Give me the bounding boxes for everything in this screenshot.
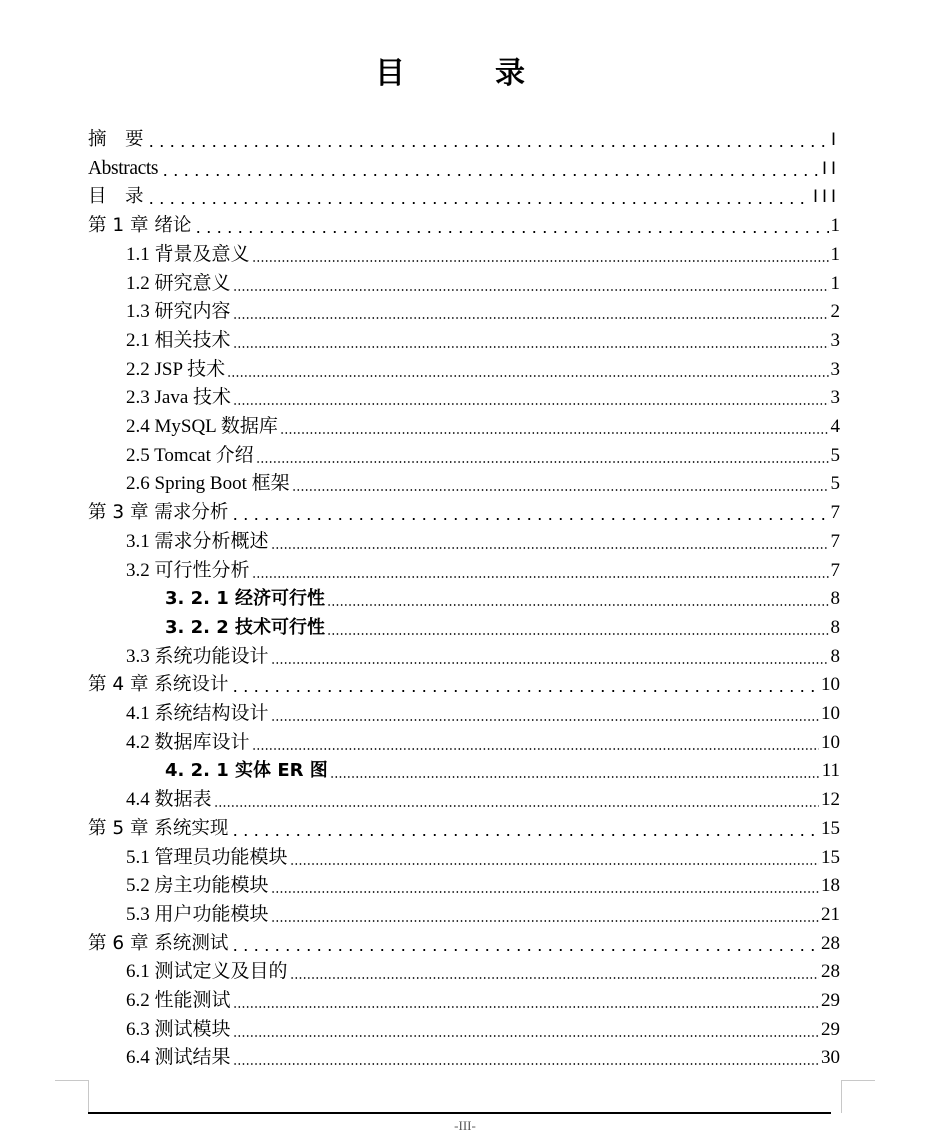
toc-entry-6-1[interactable] [126, 957, 840, 985]
toc-entry-page: II [821, 158, 840, 179]
toc-entry-page: 3 [830, 329, 840, 351]
dot-leader [330, 758, 820, 784]
toc-entry-label: 2.2 JSP 技术 [126, 358, 226, 380]
toc-entry-3-3[interactable] [126, 642, 840, 670]
toc-entry-page: 7 [830, 559, 840, 581]
toc-entry-label: 5.1 管理员功能模块 [126, 846, 288, 868]
toc-entry-page: 15 [821, 817, 840, 839]
dot-leader [252, 730, 819, 756]
dot-leader [233, 988, 819, 1014]
toc-entry-2-3[interactable] [126, 383, 840, 411]
toc-entry-label: 3.2 可行性分析 [126, 559, 250, 581]
toc-entry-5-2[interactable] [126, 871, 840, 899]
toc-entry-page: 12 [821, 789, 840, 811]
dot-leader [327, 586, 828, 612]
toc-entry-page: 28 [821, 961, 840, 983]
dot-leader [252, 558, 829, 584]
toc-entry-label: 2.5 Tomcat 介绍 [126, 444, 254, 466]
toc-entry-4-1[interactable] [126, 699, 840, 727]
toc-entry-label: 2.6 Spring Boot 框架 [126, 473, 290, 495]
toc-entry-page: 8 [830, 588, 840, 610]
toc-entry-page: 10 [821, 674, 840, 696]
toc-entry-label: 3.1 需求分析概述 [126, 530, 269, 552]
dot-leader [214, 787, 819, 813]
toc-entry-2-1[interactable] [126, 326, 840, 354]
dot-leader [227, 357, 828, 383]
dot-leader [280, 414, 829, 440]
footer-page-number: -III- [454, 1118, 476, 1133]
toc-entry-page: 15 [821, 846, 840, 868]
page-title: 目 录 [375, 56, 555, 91]
footer-rule [88, 1112, 831, 1114]
dot-leader [290, 959, 819, 985]
toc-entry-page: 29 [821, 1018, 840, 1040]
toc-entry-contents[interactable] [88, 182, 840, 210]
toc-entry-page: 11 [821, 760, 840, 782]
toc-entry-label: 6.3 测试模块 [126, 1018, 231, 1040]
dot-leader [252, 242, 829, 268]
toc-entry-page: 18 [821, 875, 840, 897]
toc-entry-page: 3 [830, 387, 840, 409]
toc-entry-6-4[interactable] [126, 1043, 840, 1071]
toc-entry-label: 第 3 章 需求分析 [88, 502, 229, 524]
toc-entry-page: 1 [830, 243, 840, 265]
toc-entry-page: 21 [821, 903, 840, 925]
toc-entry-label: 第 5 章 系统实现 [88, 817, 229, 839]
toc-entry-page: 30 [821, 1047, 840, 1069]
toc-entry-label: 6.2 性能测试 [126, 990, 231, 1011]
toc-entry-label: 2.4 MySQL 数据库 [126, 416, 278, 437]
toc-entry-page: 7 [830, 530, 840, 552]
toc-entry-label: 3. 2. 2 技术可行性 [165, 616, 326, 638]
dot-leader [271, 873, 819, 899]
toc-entry-label: 5.2 房主功能模块 [126, 875, 269, 897]
dot-leader [230, 672, 819, 698]
toc-entry-page: 3 [830, 358, 840, 380]
dot-leader [233, 271, 829, 297]
toc-entry-2-6[interactable] [126, 469, 840, 497]
toc-entry-label: 第 4 章 系统设计 [88, 674, 229, 696]
dot-leader [230, 931, 819, 957]
toc-entry-3-2[interactable] [126, 556, 840, 584]
toc-entry-label: 2.1 相关技术 [126, 329, 231, 351]
toc-entry-page: 10 [821, 703, 840, 724]
toc-entry-1-3[interactable] [126, 297, 840, 325]
toc-entry-6-2[interactable] [126, 986, 840, 1014]
dot-leader [160, 156, 820, 182]
toc-entry-3-2-2[interactable] [165, 613, 840, 641]
toc-entry-page: 5 [830, 473, 840, 495]
toc-entry-label: 4. 2. 1 实体 ER 图 [165, 760, 328, 782]
page-corner-mark-right [841, 1080, 875, 1113]
toc-entry-label: 4.1 系统结构设计 [126, 703, 269, 724]
toc-entry-page: 2 [830, 301, 840, 323]
toc-entry-4-4[interactable] [126, 785, 840, 813]
toc-entry-page: 8 [830, 616, 840, 638]
toc-entry-abstract-cn[interactable] [88, 125, 840, 153]
toc-entry-page: 7 [830, 502, 840, 524]
toc-entry-label: 摘 要 [88, 129, 144, 150]
dot-leader [271, 902, 819, 928]
page-corner-mark-left [55, 1080, 89, 1113]
toc-entry-page: 8 [830, 645, 840, 667]
dot-leader [230, 816, 819, 842]
toc-entry-page: 4 [830, 416, 840, 437]
toc-entry-label: Abstracts [88, 157, 159, 179]
dot-leader [233, 328, 829, 354]
toc-entry-chapter-5[interactable] [88, 814, 840, 842]
toc-entry-label: 4.2 数据库设计 [126, 731, 250, 753]
toc-entry-1-2[interactable] [126, 269, 840, 297]
toc-entry-2-2[interactable] [126, 355, 840, 383]
toc-entry-label: 3. 2. 1 经济可行性 [165, 588, 326, 610]
toc-entry-3-2-1[interactable] [165, 584, 840, 612]
toc-entry-6-3[interactable] [126, 1015, 840, 1043]
dot-leader [271, 701, 819, 727]
toc-entry-1-1[interactable] [126, 240, 840, 268]
toc-entry-5-3[interactable] [126, 900, 840, 928]
toc-entry-page: III [812, 187, 840, 208]
toc-entry-page: I [830, 130, 840, 150]
dot-leader [193, 213, 828, 239]
toc-entry-label: 1.1 背景及意义 [126, 243, 250, 265]
toc-entry-label: 3.3 系统功能设计 [126, 645, 269, 667]
dot-leader [146, 127, 829, 153]
dot-leader [233, 1045, 819, 1071]
toc-entry-label: 4.4 数据表 [126, 789, 212, 811]
toc-entry-chapter-1[interactable] [88, 211, 840, 239]
toc-entry-4-2-1[interactable] [165, 756, 840, 784]
dot-leader [146, 184, 811, 210]
toc-entry-page: 1 [830, 272, 840, 294]
toc-entry-page: 1 [830, 215, 840, 237]
toc-entry-label: 目 录 [88, 186, 144, 208]
toc-entry-label: 6.1 测试定义及目的 [126, 961, 288, 983]
toc-entry-chapter-6[interactable] [88, 929, 840, 957]
dot-leader [233, 299, 829, 325]
toc-entry-page: 10 [821, 731, 840, 753]
toc-entry-page: 28 [821, 932, 840, 954]
toc-entry-chapter-3[interactable] [88, 498, 840, 526]
toc-entry-label: 第 6 章 系统测试 [88, 932, 229, 954]
toc-entry-page: 29 [821, 990, 840, 1011]
dot-leader [256, 443, 829, 469]
dot-leader [233, 385, 828, 411]
toc-entry-label: 6.4 测试结果 [126, 1047, 231, 1069]
toc-entry-label: 5.3 用户功能模块 [126, 903, 269, 925]
dot-leader [292, 471, 829, 497]
toc-entry-2-5[interactable] [126, 441, 840, 469]
toc-entry-chapter-4[interactable] [88, 670, 840, 698]
dot-leader [271, 644, 829, 670]
toc-entry-2-4[interactable] [126, 412, 840, 440]
toc-entry-3-1[interactable] [126, 527, 840, 555]
dot-leader [327, 615, 828, 641]
toc-entry-abstract-en[interactable] [88, 154, 840, 182]
toc-entry-5-1[interactable] [126, 843, 840, 871]
toc-entry-label: 2.3 Java 技术 [126, 387, 232, 409]
toc-entry-label: 1.3 研究内容 [126, 301, 231, 323]
toc-entry-label: 第 1 章 绪论 [88, 215, 192, 237]
dot-leader [271, 529, 829, 555]
toc-entry-4-2[interactable] [126, 728, 840, 756]
toc-entry-page: 5 [830, 444, 840, 466]
dot-leader [290, 845, 819, 871]
toc-entry-label: 1.2 研究意义 [126, 272, 231, 294]
dot-leader [230, 500, 828, 526]
dot-leader [233, 1017, 819, 1043]
